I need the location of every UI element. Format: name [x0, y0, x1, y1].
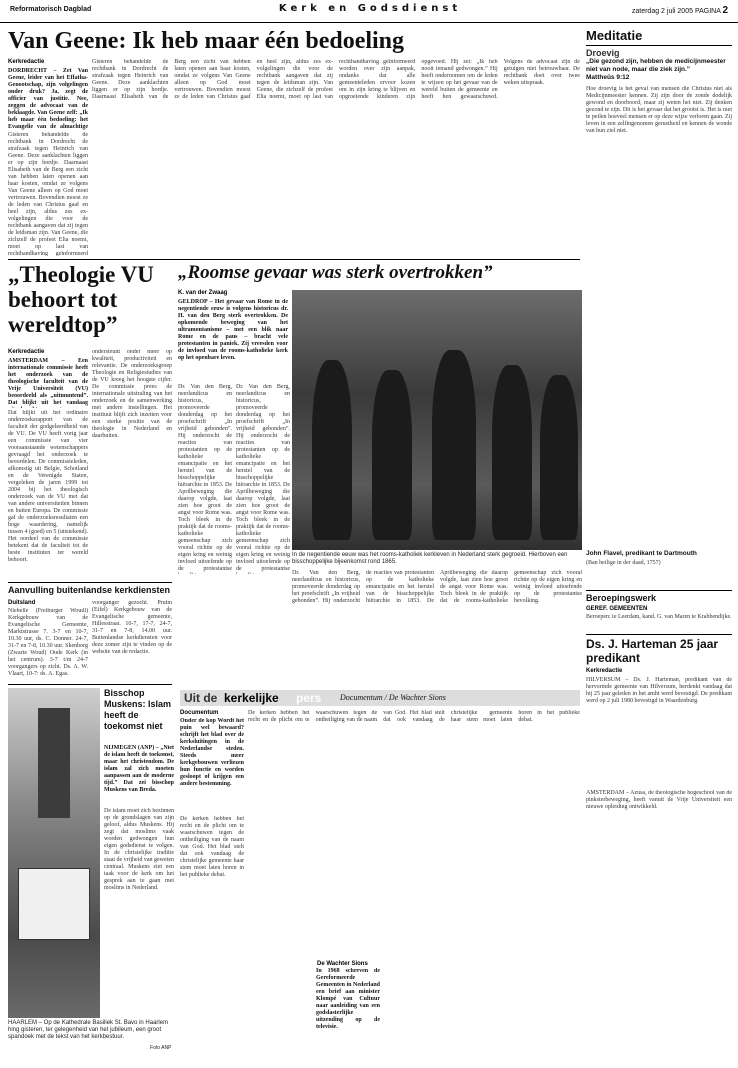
- beroepingswerk-title: Beroepingswerk: [586, 593, 657, 603]
- paper-name: Reformatorisch Dagblad: [10, 6, 92, 13]
- divider: [586, 45, 732, 46]
- date-page: [632, 5, 728, 16]
- article3-caption: In de negentiende eeuw was het rooms-katholiek kerkleven in Nederland sterk gegroeid. Hierboven een bisschoppelijke bijeenkomst rond 1865.: [292, 552, 568, 565]
- article1-label: Kerkredactie: [8, 59, 45, 65]
- article3-text: Dr. Van den Berg, neerlandicus en historicus, promoveerde donderdag op het proefschrift „In vrijheid gebonden”. Hij onderzocht de reacties van protestanten op de katholieke emancipatie en het herstel van de bisschoppelijke hiërarchie in 1853. De Aprilbeweging die daarop volgde, laat zien hoe groot de angst voor Rome was. Toch bleek in de praktijk dat de rooms-katholieke gemeenschap zich vooral richtte op de eigen kring en weinig invloed uitoefende op de protestantse: [178, 384, 232, 572]
- beroepingswerk-text: Beroepen: te Leerdam, kand. G. van Maren te Krabbendijke.: [586, 614, 732, 620]
- bishop-figure: [372, 370, 412, 540]
- bisschop-caption: HAARLEM – Op de Kathedrale Basiliek St. Bavo in Haarlem hing gisteren, ter gelegenheid van het jubileum, een groot spandoek met de tekst van het kerkbestuur.: [8, 1020, 169, 1040]
- press-body-b: De kerken hebben het recht en de plicht om te waarschuwen tegen de ontheiliging van de naam van God. Het blad stelt dat ook vandaag de christelijke gemeente haar stem moet laten horen in het publieke debat.: [248, 710, 580, 723]
- meditatie-source: (Ban heilige in der daad, 1757): [586, 560, 661, 566]
- page-word: PAGINA: [694, 8, 721, 15]
- article3-text-b: Dr. Van den Berg, neerlandicus en historicus, promoveerde donderdag op het proefschrift „In vrijheid gebonden”. Hij onderzocht de reacties van protestanten op de katholieke emancipatie en het herstel van de bisschoppelijke hiërarchie in 1853. De Aprilbeweging die daarop volgde, laat zien hoe groot de angst voor Rome was. Toch bleek in de praktijk dat de rooms-katholieke gemeenschap zich vooral richtte op de eigen kring en weinig invloed uitoefende op de protestantse: [236, 384, 290, 572]
- page-number: 2: [722, 5, 728, 16]
- cathedral-photo: [8, 688, 100, 1018]
- meditatie-verse: Mattheüs 9:12: [586, 74, 630, 81]
- banner-uit-de: Uit de: [184, 691, 218, 705]
- press-text1: Onder de kop Wordt het puin wel bewaard? schrijft het blad over de kerksluitingen in de Nederlandse steden. Steeds meer kerkgebouwen verliezen hun functie en worden gesloopt of krijgen een andere bestemming.: [180, 718, 244, 787]
- sidebar: [586, 28, 732, 567]
- meditatie-quote: „Die gezond zijn, hebben de medicijnmeester niet van node, maar die ziek zijn.”: [586, 58, 726, 73]
- bisschop-text: De islam moet zich bezinnen op de grondslagen van zijn geloof, aldus Muskens. Hij zegt dat moslims vaak worden gedwongen hun eigen godsdienst te volgen. In de christelijke traditie staat de vrijheid van geweten centraal. Muskens ziet een taak voor de kerk om het gesprek aan te gaan met moslims in Nederland.: [104, 808, 174, 891]
- divider: [8, 684, 172, 685]
- harteman-title: Ds. J. Harteman 25 jaar predikant: [586, 637, 719, 665]
- article3-title: „Roomse gevaar was sterk overtrokken”: [178, 262, 493, 283]
- press-text2: In 1968 schreven de Gereformeerde Gemeenten in Nederland een brief aan minister Klompé van Cultuur naar aanleiding van een godslasterlijke uitzending op de televisie.: [316, 968, 380, 1038]
- harteman-text2: AMSTERDAM – Azusa, de theologische hogeschool van de pinksterbeweging, heeft vanuit de Vrije Universiteit een nieuwe opleiding ontwikkeld.: [586, 790, 732, 810]
- harteman-label: Kerkredactie: [586, 668, 623, 674]
- date: zaterdag 2 juli 2005: [631, 8, 693, 15]
- banner-source: Documentum / De Wachter Sions: [340, 693, 446, 702]
- article2-text: Dat blijkt uit het ordinaire onderzoeksrapport van de faculteit der godgeleerdheid van de VU. De VU heeft vorig jaar een commissie van vier vooraanstaande wetenschappers gevraagd het onderzoek te beoordelen. De commissieleden, afkomstig uit Belgie, Schotland en de Verenigde Staten, vergeleken de jaren 1999 tot 2004 bij het theologisch onderzoek van de VU met dat van andere universiteiten binnen en buiten Europa. De commissie gaf de onderzoeksresultaten een hoge waardering, namelijk tussen 4 (goed) en 5 (uitstekend). Het oordeel van de commissie betekent dat de faculteit tot de beste instituten ter wereld behoort.: [8, 410, 88, 563]
- divider: [586, 590, 732, 591]
- article2-title: „Theologie VU behoort tot wereldtop”: [8, 262, 154, 337]
- page-header: [0, 0, 738, 23]
- bishop-figure: [492, 365, 532, 540]
- meditatie-text: Hoe droevig is het geval van mensen die Christus niet als Medicijnmeester kennen. Zij zijn door de zonde dodelijk gewond en doorboord, maar zij weten het niet. Zij denken gezond te zijn. Dit is het gevaar dat het grootst is. Het is niet te peilen hoeveel mensen er op deze wijze verloren gaan. Zij leven in een zelfingenomen gerustheid en kennen de wonde van hun ziel niet.: [586, 86, 732, 134]
- article2-label: Kerkredactie: [8, 349, 45, 355]
- bisschop-title: Bisschop Muskens: Islam heeft de toekomst niet: [104, 688, 172, 731]
- section-name: Kerk en Godsdienst: [278, 3, 462, 14]
- press-section1: Documentum: [180, 710, 219, 716]
- article1-col1: Gisteren behandelde de rechtbank in Dordrecht de strafzaak tegen Heinrich van Geene. Deze aanklachten liggen er op zijn bordje. Daarnaast Elisabeth van de Berg een zicht van hebben laten openen aan haar kosten, omdat ze volgens Van Geene alleen op God moet vertrouwen. Bovendien moest ze de leden van Christus gaaf en heel zijn, aldus zes ex-volgelingen die voor de rechtbank aangaven dat zij tegen de leidsman zijn. Van Geene, die zichzelf de profeet Elia noemt, moet op last van rechthandhaving geïnformeerd: [8, 132, 88, 256]
- beroepingswerk-label: GEREF. GEMEENTEN: [586, 606, 648, 612]
- press-section2: De Wachter Sions: [317, 961, 368, 967]
- aanvulling-text2: voorganger gezocht. Pruim (Eifel) Kerkgebouw van de Evangelische gemeente, Hillesstraat. 10-7, 17-7, 24-7, 31-7 en 7-8, 14.00 uur. Buitenlandse kerkdiensten voor deze zomer zijn te vinden op de website van de redactie.: [92, 600, 172, 655]
- divider: [8, 259, 580, 260]
- bishop-figure: [432, 350, 476, 540]
- photo-credit: Foto ANP: [150, 1045, 172, 1051]
- meditatie-signature: John Flavel, predikant te Dartmouth: [586, 550, 697, 557]
- banner-shape: [18, 868, 90, 940]
- bishop-figure: [540, 375, 578, 540]
- aanvulling-title: Aanvulling buitenlandse kerkdiensten: [8, 585, 171, 595]
- divider: [8, 582, 172, 583]
- bisschop-lead: NIJMEGEN (ANP) – „Niet de islam heeft de toekomst, maar het christendom. De islam zal zich moeten aanpassen aan de moderne tijd.” Dat zei bisschop Muskens van Breda.: [104, 745, 174, 793]
- tower-shape: [38, 708, 70, 818]
- article2-lead: AMSTERDAM – Een internationale commissie heeft het onderzoek van de theologische faculteit van de Vrije Universiteit (VU) beoordeeld als „uitmuntend”. Dat blijkt uit het vandaag: [8, 358, 88, 406]
- harteman-text: HILVERSUM – Ds. J. Harteman, predikant van de hervormde gemeente van Hilversum, herdenkt vandaag dat hij 25 jaar geleden in het ambt werd bevestigd. De predikant werd op 2 juli 1980 bevestigd in Waardenburg.: [586, 677, 732, 704]
- divider: [586, 634, 732, 635]
- article1-body: Gisteren behandelde de rechtbank in Dordrecht de strafzaak tegen Heinrich van Geene. Deze aanklachten liggen er op zijn bordje. Daarnaast Elisabeth van de Berg een zicht van hebben laten openen aan haar kosten, omdat ze volgens Van Geene alleen op God moet vertrouwen. Bovendien moest ze de leden van Christus gaaf en heel zijn, aldus zes ex-volgelingen die voor de rechtbank aangaven dat zij tegen de leidsman zijn. Van Geene, die zichzelf de profeet Elia noemt, moet op last van rechthandhaving geïnformeerd worden over zijn aanpak, ondanks dat alle gemeenteleden ervoor kozen om in zijn kring te blijven en opgroeiende kinderen zijn opgevoed. Hij zei: „Ik heb nooit iemand gedwongen.” Hij heeft ondernomen om de leden te wijzen op het gevaar van de wereld buiten de gemeente en heeft hen gewaarschuwd. Volgens de advocaat zijn de getuigen niet betrouwbaar. De rechtbank doet over twee weken uitspraak.: [92, 59, 580, 100]
- meditatie-subtitle: Droevig: [586, 48, 620, 58]
- aanvulling-text: Niebelle (Freiburger Woudl) Kerkgebouw van de Evangelische Gemeente, Marktstrasse 7. 3-7 en 10-7, 10.30 uur, ds. C. Donner. 24-7, 31-7 en 7-8, 10.30 uur. Skenborg (Zwarte Woud) Oude Kerk (in het centrum). 3-7 t/m 24-7 voorgangers op zicht. Ds. A. W. Vlaart, 10-7: ds. A. Egas.: [8, 608, 88, 677]
- article3-lead: GELDROP – Het gevaar van Rome in de negentiende eeuw is volgens historicus dr. H. van den Berg sterk overtrokken. De opkomende beweging van het ultramontanisme – met een blik naar Rome en de paus – bracht vele protestanten in paniek. Zij vreesden voor de invloed van de rooms-katholieke kerk op het openbare leven.: [178, 299, 288, 361]
- press-banner: [180, 690, 580, 706]
- banner-kerkelijke: kerkelijke: [224, 691, 279, 705]
- article3-body: Dr. Van den Berg, neerlandicus en historicus, promoveerde donderdag op het proefschrift „In vrijheid gebonden”. Hij onderzocht de reacties van protestanten op de katholieke emancipatie en het herstel van de bisschoppelijke hiërarchie in 1853. De Aprilbeweging die daarop volgde, laat zien hoe groot de angst voor Rome was. Toch bleek in de praktijk dat de rooms-katholieke gemeenschap zich vooral richtte op de eigen kring en weinig invloed uitoefende op de protestantse bevolking.: [292, 570, 582, 604]
- article3-byline: K. van der Zwaag: [178, 290, 228, 296]
- bishop-figure: [312, 360, 352, 540]
- press-body-a: De kerken hebben het recht en de plicht om te waarschuwen tegen de ontheiliging van de naam van God. Het blad stelt dat ook vandaag de christelijke gemeente haar stem moet laten horen in het publieke debat.: [180, 816, 244, 878]
- article2-text2: ondersteunt onder meer op kwaliteit, productiviteit en relevantie. De onderzoeksgroep Theologie en Religiestudies van de VU kreeg het hoogste cijfer. De commissie prees de internationale uitstraling van het onderzoek en de samenwerking met andere instellingen. Het instituut blijft zich inzetten voor een sterke positie van de theologie in Nederland en daarbuiten.: [92, 349, 172, 439]
- aanvulling-country: Duitsland: [8, 600, 36, 606]
- article1-title: Van Geene: Ik heb maar één bedoeling: [8, 28, 405, 54]
- meditatie-title: Meditatie: [586, 28, 643, 43]
- article1-lead: DORDRECHT – Zet Van Geene, leider van het Effatha-Genootschap, zijn volgelingen onder druk? Ja, zegt de officier van justitie. Nee, zeggen de advocaat van de beklaagde. Van Geene zelf: „Ik heb maar één bedoeling: het Evangelie van de almachtige: [8, 68, 88, 130]
- bishops-photo: [292, 290, 582, 550]
- banner-pers: pers: [296, 691, 322, 705]
